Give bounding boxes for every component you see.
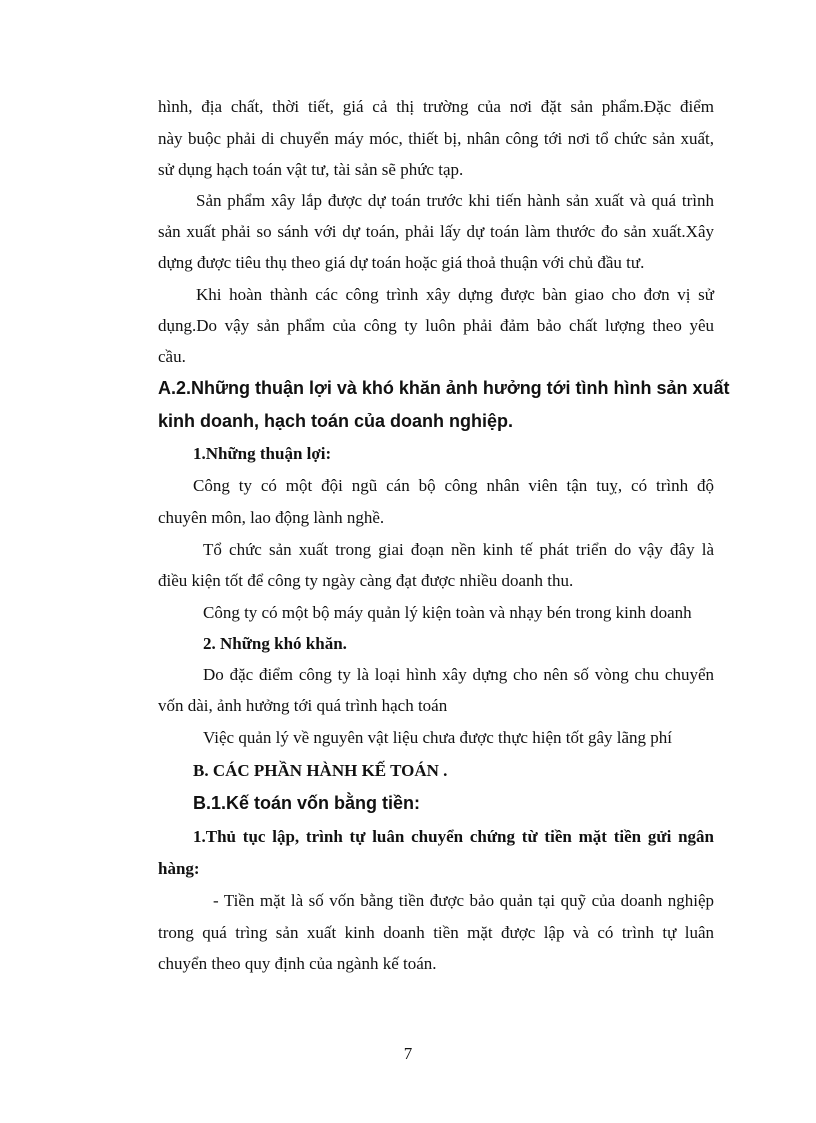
subheading-procedure: 1.Thủ tục lập, trình tự luân chuyển chứng từ tiền mặt tiền gửi ngân [193, 827, 714, 846]
body-line: trong quá trìng sản xuất kinh doanh tiền mặt được lập và có trình tự luân [158, 923, 714, 942]
section-heading-b1: B.1.Kế toán vốn bằng tiền: [193, 793, 421, 813]
body-line: chuyển theo quy định của ngành kế toán. [158, 954, 437, 973]
subheading-advantages: 1.Những thuận lợi: [193, 444, 332, 463]
subheading-procedure-cont: hàng: [158, 859, 200, 878]
body-line: sử dụng hạch toán vật tư, tài sản sẽ phức tạp. [158, 160, 464, 179]
body-line: Sản phẩm xây lắp được dự toán trước khi tiến hành sản xuất và quá trình [196, 191, 714, 210]
body-line: dựng được tiêu thụ theo giá dự toán hoặc giá thoả thuận với chủ đầu tư. [158, 253, 645, 272]
body-line: chuyên môn, lao động lành nghề. [158, 508, 385, 527]
section-heading-a2: A.2.Những thuận lợi và khó khăn ảnh hưởng tới tình hình sản xuất [158, 378, 730, 398]
body-line: - Tiền mặt là số vốn bằng tiền được bảo quản tại quỹ của doanh nghiệp [213, 891, 714, 910]
body-line: điều kiện tốt để công ty ngày càng đạt được nhiều doanh thu. [158, 571, 574, 590]
body-line: cầu. [158, 347, 186, 366]
body-line: Do đặc điểm công ty là loại hình xây dựng cho nên số vòng chu chuyển [203, 665, 714, 684]
subheading-difficulties: 2. Những khó khăn. [203, 634, 347, 653]
body-line: Việc quản lý về nguyên vật liệu chưa được thực hiện tốt gây lãng phí [203, 728, 672, 747]
body-line: Tổ chức sản xuất trong giai đoạn nền kinh tế phát triển do vậy đây là [203, 540, 714, 559]
body-line: vốn dài, ảnh hưởng tới quá trình hạch toán [158, 696, 448, 715]
body-line: Khi hoàn thành các công trình xây dựng được bàn giao cho đơn vị sử [196, 285, 714, 304]
body-line: dụng.Do vậy sản phẩm của công ty luôn phải đảm bảo chất lượng theo yêu [158, 316, 714, 335]
section-heading-b: B. CÁC PHẦN HÀNH KẾ TOÁN . [193, 761, 448, 780]
body-line: Công ty có một bộ máy quản lý kiện toàn và nhạy bén trong kinh doanh [203, 603, 692, 622]
body-line: này buộc phải di chuyển máy móc, thiết bị, nhân công tới nơi tổ chức sản xuất, [158, 129, 714, 148]
body-line: sản xuất phải so sánh với dự toán, phải lấy dự toán làm thước đo sản xuất.Xây [158, 222, 714, 241]
body-line: hình, địa chất, thời tiết, giá cả thị trường của nơi đặt sản phẩm.Đặc điểm [158, 97, 714, 116]
page-number: 7 [403, 1044, 413, 1063]
section-heading-a2-cont: kinh doanh, hạch toán của doanh nghiệp. [158, 411, 514, 431]
body-line: Công ty có một đội ngũ cán bộ công nhân viên tận tuỵ, có trình độ [193, 476, 714, 495]
